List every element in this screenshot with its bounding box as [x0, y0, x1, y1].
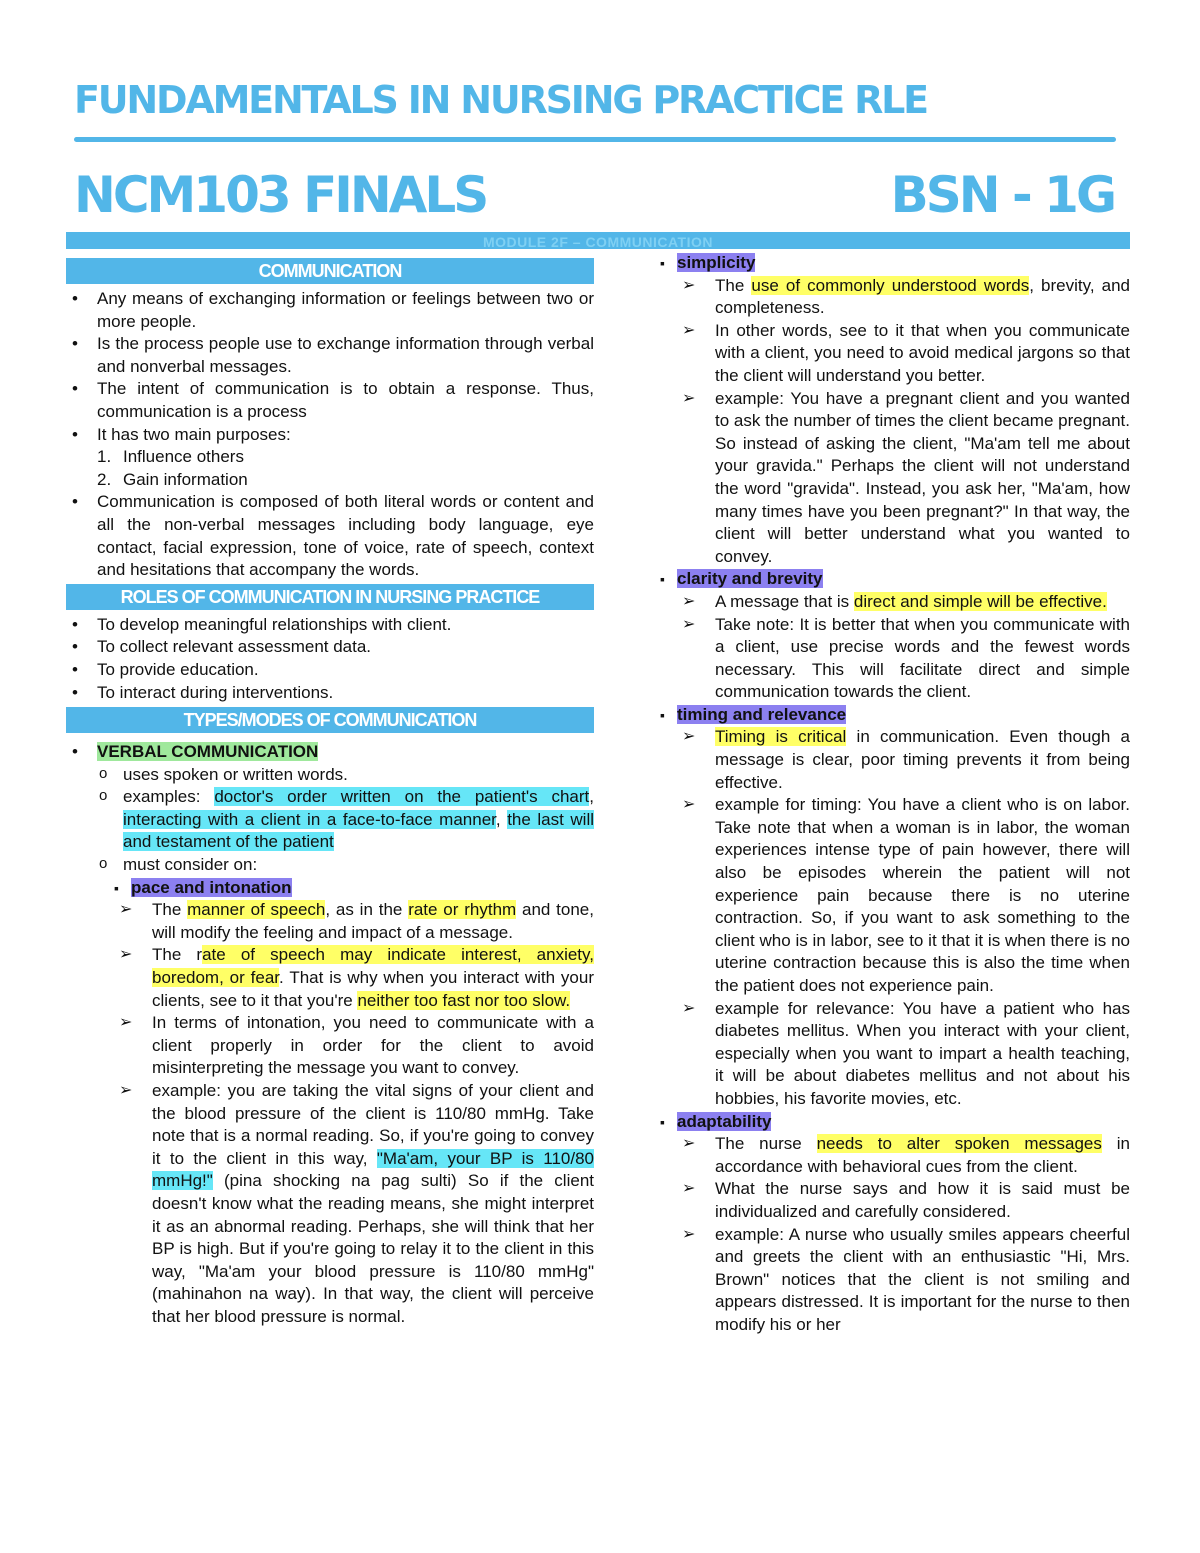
highlight: direct and simple will be effective.: [853, 591, 1107, 611]
highlight: ate of speech may indicate interest, anxiety, boredom, or fear: [152, 945, 594, 988]
right-column: [660, 252, 1130, 1337]
list-item: ➢ What the nurse says and how it is said must be individualized and carefully considered.: [680, 1178, 1130, 1223]
list-item: • To provide education.: [66, 659, 594, 682]
list-item: ➢ example: you are taking the vital signs of your client and the blood pressure of the client is 110/80 mmHg. Take note that is a normal reading. So, if you're going to convey it to the client in this way, "Ma'am, your BP is 110/80 mmHg!" (pina shocking na pag sulti) So if the client doesn't know what the reading means, she might interpret it as an abnormal reading. Perhaps, she will think that her BP is high. But if you're going to relay it to the client in this way, "Ma'am your blood pressure is 110/80 mmHg" (mahinahon na way). In that way, the client will perceive that her blood pressure is normal.: [117, 1080, 594, 1329]
list-item: ➢ In terms of intonation, you need to communicate with a client properly in order for the client to avoid misinterpreting the message you want to convey.: [117, 1012, 594, 1080]
clarity-list: [660, 591, 1130, 704]
verbal-list: [66, 764, 594, 877]
highlight: needs to alter spoken messages: [816, 1134, 1102, 1154]
section-heading-types: TYPES/MODES OF COMMUNICATION: [66, 707, 594, 733]
list-item: • Is the process people use to exchange information through verbal and nonverbal messages.: [66, 333, 594, 378]
simplicity-label: simplicity: [677, 253, 756, 272]
list-item: • The intent of communication is to obtain a response. Thus, communication is a process: [66, 378, 594, 423]
types-list: [66, 741, 594, 764]
highlight: manner of speech: [187, 900, 326, 920]
subheading-item: [660, 568, 1130, 591]
verbal-label: VERBAL COMMUNICATION: [97, 742, 319, 762]
item-text: Gain information: [123, 469, 248, 489]
list-item: • To collect relevant assessment data.: [66, 636, 594, 659]
list-item: ➢ The rate of speech may indicate interest, anxiety, boredom, or fear. That is why when you interact with your clients, see to it that you're neither too fast nor too slow.: [117, 944, 594, 1012]
highlight: interacting with a client in a face-to-face manner: [123, 809, 496, 829]
module-banner: MODULE 2F – COMMUNICATION: [66, 232, 1130, 249]
timing-list: [660, 726, 1130, 1110]
communication-list-cont: [66, 491, 594, 581]
list-item: ➢ example for relevance: You have a patient who has diabetes mellitus. When you interact with your client, especially when you want to impart a health teaching, it will be about diabetes mellitus and not about his hobbies, his favorite movies, etc.: [680, 998, 1130, 1111]
list-item: ➢ example: A nurse who usually smiles appears cheerful and greets the client with an enthusiastic "Hi, Mrs. Brown" notices that the client is not smiling and appears distressed. It is important for the nurse to then modify his or her: [680, 1224, 1130, 1337]
list-item: o uses spoken or written words.: [97, 764, 594, 787]
list-item: [97, 469, 594, 492]
list-item: • Communication is composed of both literal words or content and all the non-verbal messages including body language, eye contact, facial expression, tone of voice, rate of speech, context and hesitations that accompany the words.: [66, 491, 594, 581]
subheading-item: [660, 252, 1130, 275]
clarity-label: clarity and brevity: [677, 569, 823, 589]
list-item: ➢ Take note: It is better that when you communicate with a client, use precise words and the fewest words necessary. This will facilitate direct and simple communication towards the client.: [680, 614, 1130, 704]
list-item: ➢ The nurse needs to alter spoken messages in accordance with behavioral cues from the client.: [680, 1133, 1130, 1178]
list-item: [97, 446, 594, 469]
pace-list: [66, 899, 594, 1328]
subheading-item: [114, 877, 594, 900]
list-item: ➢ A message that is direct and simple will be effective.: [680, 591, 1130, 614]
list-item: [66, 424, 594, 447]
highlight: Timing is critical: [715, 727, 847, 747]
list-item: ➢ example: You have a pregnant client and you wanted to ask the number of times the client became pregnant. So instead of asking the client, "Ma'am tell me about your gravida." Perhaps the client will not understand the word "gravida". Instead, you ask her, "Ma'am, how many times have you been pregnant?" In that way, the client will better understand what you wanted to convey.: [680, 388, 1130, 569]
highlight: "Ma'am, your BP is 110/80 mmHg!": [152, 1148, 594, 1191]
list-item: • To interact during interventions.: [66, 682, 594, 705]
list-item: ➢ In other words, see to it that when you communicate with a client, you need to avoid medical jargons so that the client will understand you better.: [680, 320, 1130, 388]
roles-list: [66, 614, 594, 704]
adaptability-label: adaptability: [677, 1111, 772, 1131]
communication-list: [66, 288, 594, 446]
list-item: • To develop meaningful relationships with client.: [66, 614, 594, 637]
document-title: FUNDAMENTALS IN NURSING PRACTICE RLE: [74, 78, 927, 122]
item-number: 1.: [97, 447, 112, 467]
list-item: [66, 741, 594, 764]
course-code: NCM103 FINALS: [74, 166, 487, 224]
list-item: ➢ The manner of speech, as in the rate or rhythm and tone, will modify the feeling and impact of a message.: [117, 899, 594, 944]
timing-label: timing and relevance: [677, 704, 847, 724]
purposes-label: It has two main purposes:: [97, 424, 291, 444]
highlight: neither too fast nor too slow.: [357, 990, 571, 1010]
section-heading-communication: COMMUNICATION: [66, 258, 594, 284]
purposes-list: [66, 446, 594, 491]
list-item: o examples: doctor's order written on the patient's chart, interacting with a client in a face-to-face manner, the last will and testament of the patient: [97, 786, 594, 854]
item-number: 2.: [97, 469, 112, 489]
section-heading-roles: ROLES OF COMMUNICATION IN NURSING PRACTICE: [66, 584, 594, 610]
pace-group: [66, 877, 594, 900]
list-item: ➢ example for timing: You have a client who is on labor. Take note that when a woman is in labor, the woman experiences intense type of pain however, there will also be episodes wherein the patient will not experience pain because there is no uterine contraction. So, if you want to ask something to the client who is in labor, see to it that it is when there is no uterine contraction because this is also the time when the patient does not experience pain.: [680, 794, 1130, 997]
list-item: o must consider on:: [97, 854, 594, 877]
simplicity-list: [660, 275, 1130, 569]
highlight: doctor's order written on the patient's chart: [214, 787, 590, 807]
subheading-item: [660, 704, 1130, 727]
left-column: [66, 256, 594, 1329]
list-item: ➢ Timing is critical in communication. Even though a message is clear, poor timing prevents it from being effective.: [680, 726, 1130, 794]
adaptability-list: [660, 1133, 1130, 1336]
highlight: rate or rhythm: [408, 900, 517, 920]
title-divider: [74, 137, 1116, 142]
section-code: BSN - 1G: [890, 166, 1114, 224]
highlight: use of commonly understood words: [751, 275, 1030, 295]
pace-label: pace and intonation: [131, 877, 292, 897]
highlight: the last will and testament of the patient: [123, 809, 595, 852]
subheading-item: [660, 1111, 1130, 1134]
item-text: Influence others: [123, 447, 244, 467]
list-item: ➢ The use of commonly understood words, brevity, and completeness.: [680, 275, 1130, 320]
list-item: • Any means of exchanging information or feelings between two or more people.: [66, 288, 594, 333]
